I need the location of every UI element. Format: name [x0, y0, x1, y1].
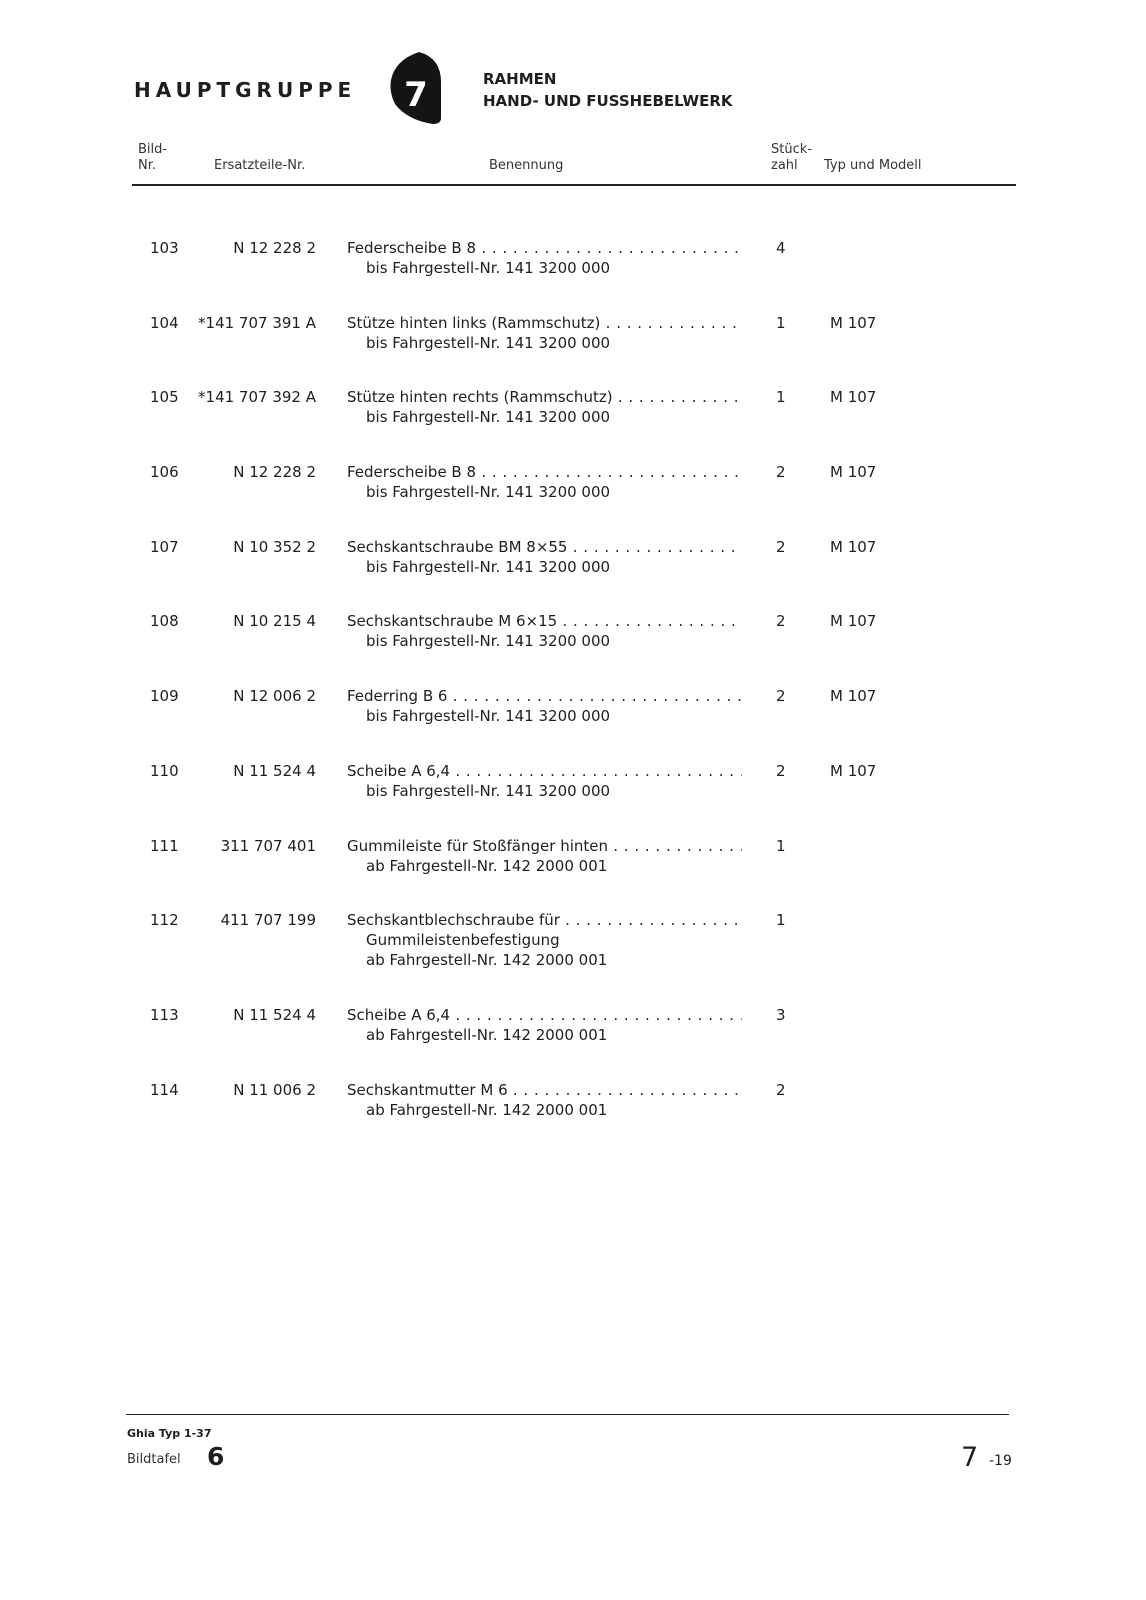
row-model: M 107	[830, 612, 877, 630]
row-model: M 107	[830, 538, 877, 556]
footer-model: Ghia Typ 1-37	[127, 1427, 212, 1440]
row-sub: bis Fahrgestell-Nr. 141 3200 000	[366, 632, 611, 650]
row-qty: 2	[776, 612, 786, 630]
row-name: Stütze hinten rechts (Rammschutz) . . .	[347, 388, 742, 406]
row-sub: Gummileistenbefestigung	[366, 931, 560, 949]
row-bild: 113	[150, 1006, 179, 1024]
row-qty: 2	[776, 762, 786, 780]
row-sub: ab Fahrgestell-Nr. 142 2000 001	[366, 857, 608, 875]
row-qty: 2	[776, 538, 786, 556]
row-part: *141 707 392 A	[198, 388, 316, 406]
row-bild: 106	[150, 463, 179, 481]
col-name: Benennung	[489, 158, 564, 173]
row-part: N 12 228 2	[233, 463, 316, 481]
row-name: Federscheibe B 8 . . .	[347, 463, 742, 481]
row-name: Sechskantschraube BM 8×55 . . .	[347, 538, 742, 556]
row-qty: 2	[776, 687, 786, 705]
row-bild: 107	[150, 538, 179, 556]
row-bild: 104	[150, 314, 179, 332]
col-qty-line1: Stück-	[771, 142, 812, 157]
row-sub: bis Fahrgestell-Nr. 141 3200 000	[366, 259, 611, 277]
row-bild: 108	[150, 612, 179, 630]
row-qty: 1	[776, 314, 786, 332]
col-model: Typ und Modell	[824, 158, 922, 173]
row-name: Federscheibe B 8 . . .	[347, 239, 742, 257]
footer-bildtafel-label: Bildtafel	[127, 1452, 181, 1467]
row-sub: bis Fahrgestell-Nr. 141 3200 000	[366, 707, 611, 725]
col-bild-line1: Bild-	[138, 142, 168, 157]
page-number-main: 7	[961, 1442, 979, 1473]
row-part: N 10 352 2	[233, 538, 316, 556]
row-qty: 4	[776, 239, 786, 257]
row-part: N 10 215 4	[233, 612, 316, 630]
row-bild: 109	[150, 687, 179, 705]
row-part: *141 707 391 A	[198, 314, 316, 332]
row-qty: 3	[776, 1006, 786, 1024]
row-part: N 11 006 2	[233, 1081, 316, 1099]
row-part: N 12 228 2	[233, 239, 316, 257]
row-sub: bis Fahrgestell-Nr. 141 3200 000	[366, 782, 611, 800]
row-sub-2: ab Fahrgestell-Nr. 142 2000 001	[366, 951, 608, 969]
row-bild: 105	[150, 388, 179, 406]
group-badge	[389, 52, 441, 124]
col-part-no: Ersatzteile-Nr.	[214, 158, 306, 173]
row-part: N 11 524 4	[233, 1006, 316, 1024]
row-qty: 1	[776, 388, 786, 406]
row-bild: 112	[150, 911, 179, 929]
group-badge-shape	[389, 52, 441, 124]
footer-bildtafel-number: 6	[207, 1442, 225, 1471]
row-sub: ab Fahrgestell-Nr. 142 2000 001	[366, 1026, 608, 1044]
title-line-2: HAND- UND FUSSHEBELWERK	[483, 92, 733, 110]
row-qty: 2	[776, 1081, 786, 1099]
row-name: Federring B 6 . . .	[347, 687, 742, 705]
row-sub: bis Fahrgestell-Nr. 141 3200 000	[366, 408, 611, 426]
row-model: M 107	[830, 314, 877, 332]
row-qty: 1	[776, 837, 786, 855]
col-bild-line2: Nr.	[138, 158, 157, 173]
row-bild: 103	[150, 239, 179, 257]
row-name: Scheibe A 6,4 . . .	[347, 762, 742, 780]
row-sub: bis Fahrgestell-Nr. 141 3200 000	[366, 483, 611, 501]
row-part: 411 707 199	[220, 911, 316, 929]
row-qty: 2	[776, 463, 786, 481]
row-model: M 107	[830, 687, 877, 705]
row-name: Sechskantblechschraube für . . .	[347, 911, 742, 929]
row-qty: 1	[776, 911, 786, 929]
row-sub: bis Fahrgestell-Nr. 141 3200 000	[366, 558, 611, 576]
row-sub: ab Fahrgestell-Nr. 142 2000 001	[366, 1101, 608, 1119]
hauptgruppe-label: HAUPTGRUPPE	[134, 78, 357, 102]
footer-rule	[126, 1414, 1009, 1415]
col-qty-line2: zahl	[771, 158, 798, 173]
row-part: N 11 524 4	[233, 762, 316, 780]
row-part: 311 707 401	[220, 837, 316, 855]
row-sub: bis Fahrgestell-Nr. 141 3200 000	[366, 334, 611, 352]
row-bild: 111	[150, 837, 179, 855]
row-name: Gummileiste für Stoßfänger hinten . . .	[347, 837, 742, 855]
title-line-1: RAHMEN	[483, 70, 557, 88]
row-bild: 110	[150, 762, 179, 780]
row-model: M 107	[830, 388, 877, 406]
row-name: Sechskantschraube M 6×15 . . .	[347, 612, 742, 630]
row-name: Sechskantmutter M 6 . . .	[347, 1081, 742, 1099]
row-model: M 107	[830, 463, 877, 481]
page-number-sub: -19	[989, 1453, 1012, 1469]
row-part: N 12 006 2	[233, 687, 316, 705]
row-name: Stütze hinten links (Rammschutz) . . .	[347, 314, 742, 332]
row-name: Scheibe A 6,4 . . .	[347, 1006, 742, 1024]
row-model: M 107	[830, 762, 877, 780]
header-rule	[132, 184, 1016, 186]
row-bild: 114	[150, 1081, 179, 1099]
group-number: 7	[404, 75, 428, 115]
